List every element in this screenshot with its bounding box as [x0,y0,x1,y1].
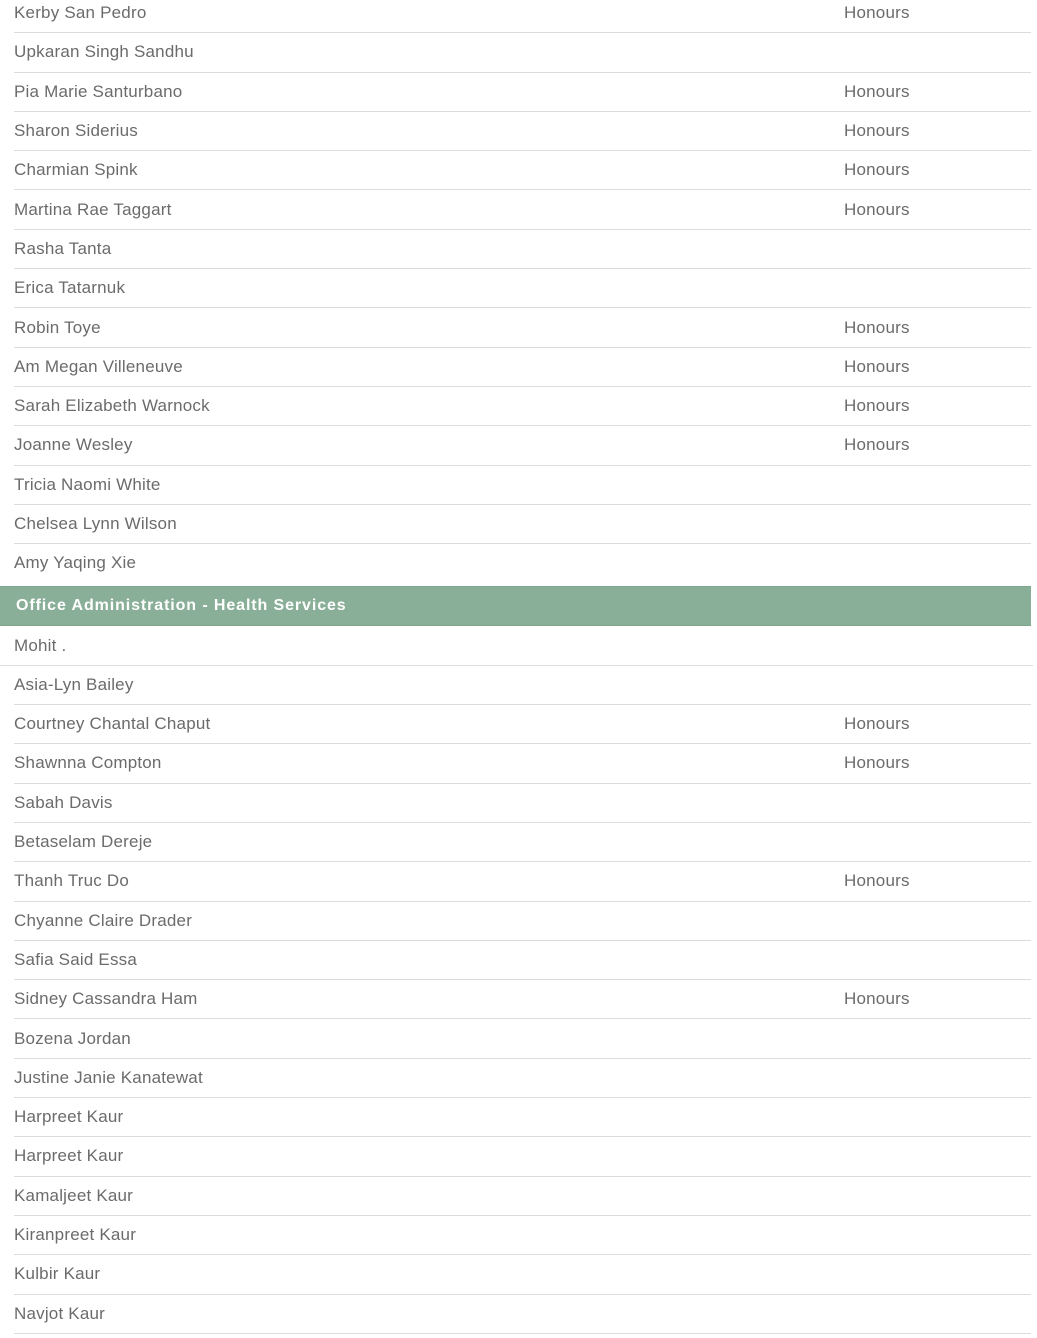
student-name: Betaselam Dereje [14,832,153,852]
student-name: Shawnna Compton [14,753,162,773]
table-row [14,1216,1031,1255]
table-row [14,426,1031,465]
student-name: Kamaljeet Kaur [14,1185,134,1205]
table-row [14,33,1031,72]
table-row [14,269,1031,308]
student-name: Martina Rae Taggart [14,199,172,219]
award-label: Honours [844,714,910,734]
table-row [14,112,1031,151]
student-name: Harpreet Kaur [14,1107,124,1127]
student-name: Erica Tatarnuk [14,278,126,298]
table-row [14,902,1031,941]
award-label: Honours [844,871,910,891]
student-name: Sharon Siderius [14,121,138,141]
table-row [14,744,1031,783]
student-name: Tricia Naomi White [14,474,161,494]
award-label: Honours [844,435,910,455]
student-name: Asia-Lyn Bailey [14,674,134,694]
table-row [14,387,1031,426]
table-row [14,151,1031,190]
award-label: Honours [844,3,910,23]
student-name: Courtney Chantal Chaput [14,714,211,734]
table-row [14,73,1031,112]
table-row [14,823,1031,862]
table-row [14,1255,1031,1294]
table-row [14,505,1031,544]
award-label: Honours [844,121,910,141]
table-row [14,1098,1031,1137]
student-name: Mohit . [14,635,67,655]
student-name: Sidney Cassandra Ham [14,989,198,1009]
table-row [14,1295,1031,1334]
table-row [14,1177,1031,1216]
student-name: Pia Marie Santurbano [14,81,183,101]
award-label: Honours [844,317,910,337]
student-name: Chyanne Claire Drader [14,910,193,930]
table-row [14,784,1031,823]
table-row [14,190,1031,229]
award-label: Honours [844,81,910,101]
student-name: Navjot Kaur [14,1303,106,1323]
table-row [14,230,1031,269]
student-name: Kerby San Pedro [14,3,147,23]
student-name: Robin Toye [14,317,101,337]
student-name: Safia Said Essa [14,949,138,969]
student-name: Kulbir Kaur [14,1264,101,1284]
award-label: Honours [844,160,910,180]
table-row [0,626,1033,665]
student-name: Sarah Elizabeth Warnock [14,396,210,416]
student-name: Harpreet Kaur [14,1146,124,1166]
table-row [14,1137,1031,1176]
table-row [14,941,1031,980]
table-row [14,348,1031,387]
table-row [14,705,1031,744]
student-name: Thanh Truc Do [14,871,130,891]
student-name: Upkaran Singh Sandhu [14,42,194,62]
student-name: Chelsea Lynn Wilson [14,514,177,533]
student-name: Am Megan Villeneuve [14,356,183,376]
table-row [14,1019,1031,1058]
award-label: Honours [844,989,910,1009]
table-row [14,980,1031,1019]
student-name: Kiranpreet Kaur [14,1225,137,1245]
table-row [14,1059,1031,1098]
table-row [14,308,1031,347]
student-name: Amy Yaqing Xie [14,553,137,573]
section-graduates-list [0,0,1031,582]
student-name: Charmian Spink [14,160,138,180]
student-name: Justine Janie Kanatewat [14,1067,203,1087]
award-label: Honours [844,356,910,376]
table-row [14,666,1031,705]
student-name: Sabah Davis [14,792,113,812]
award-label: Honours [844,199,910,219]
award-label: Honours [844,396,910,416]
table-row [14,0,1031,33]
table-row [14,466,1031,505]
section-office-administration-list [0,626,1031,1333]
section-title: Office Administration - Health Services [16,597,347,615]
student-name: Bozena Jordan [14,1028,131,1048]
table-row [14,544,1031,582]
section-header-office-administration [0,586,1031,626]
award-label: Honours [844,753,910,773]
table-row [14,862,1031,901]
student-name: Joanne Wesley [14,435,133,455]
student-name: Rasha Tanta [14,238,112,258]
